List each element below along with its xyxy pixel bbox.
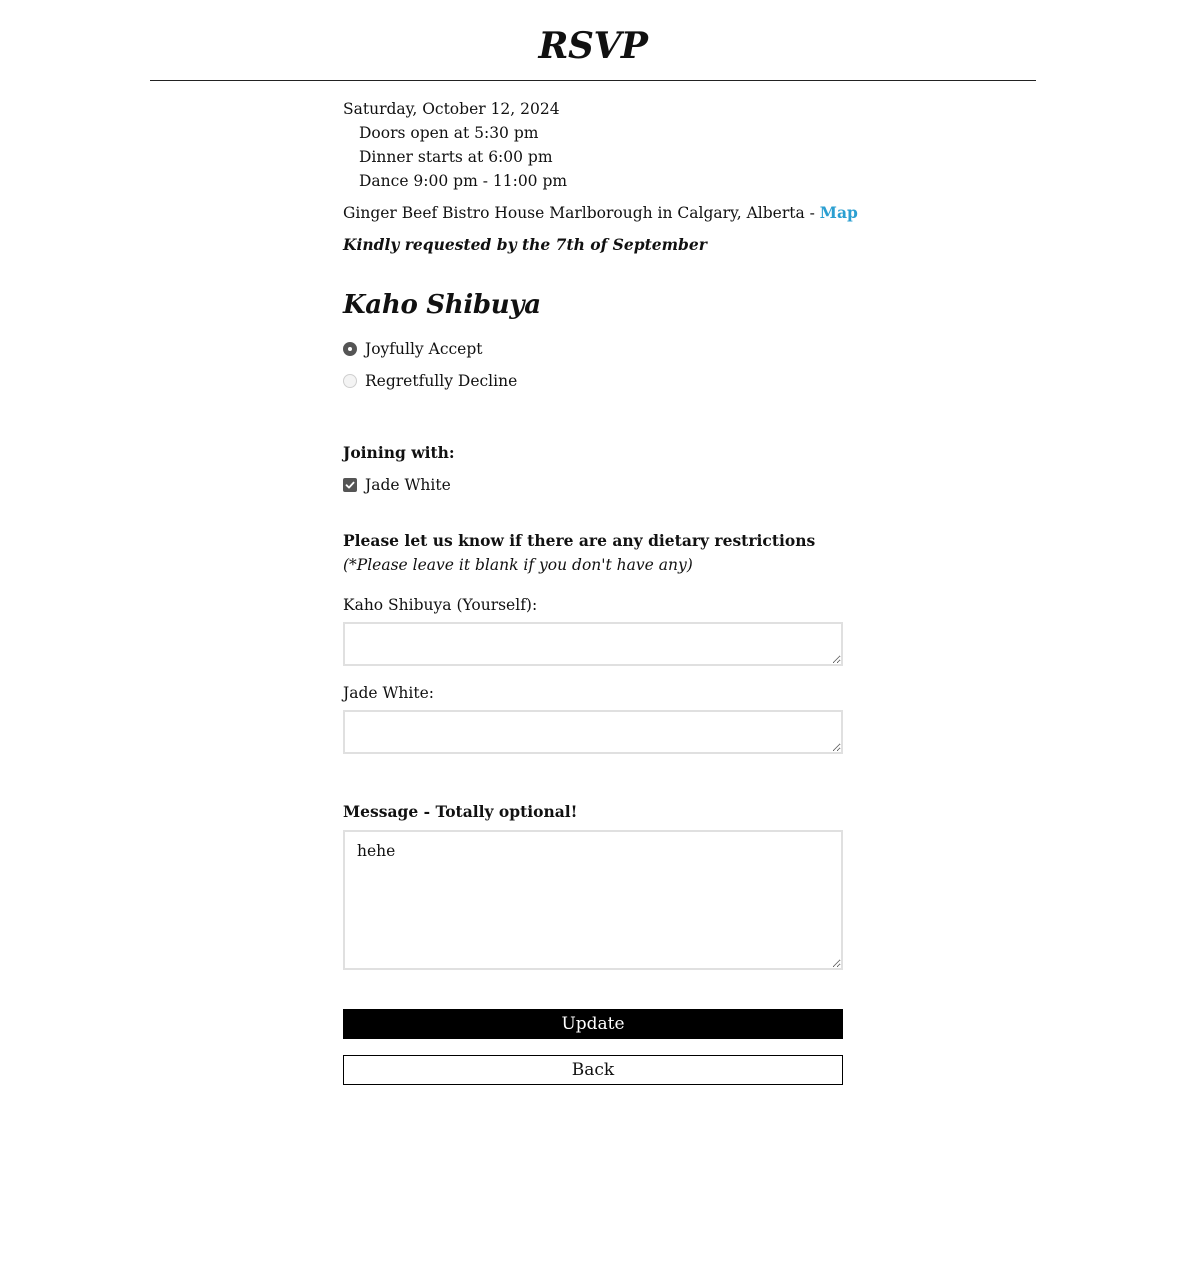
accept-radio[interactable] xyxy=(343,342,357,356)
page-header xyxy=(150,0,1036,81)
update-button[interactable]: Update xyxy=(343,1009,843,1039)
companion-name: Jade White xyxy=(365,476,451,494)
decline-option[interactable] xyxy=(343,365,843,397)
accept-label: Joyfully Accept xyxy=(365,340,483,358)
dietary-input-self[interactable] xyxy=(343,622,843,666)
joining-label: Joining with: xyxy=(343,443,455,462)
event-date: Saturday, October 12, 2024 xyxy=(343,100,560,118)
venue-text: Ginger Beef Bistro House Marlborough in Calgary, Alberta - xyxy=(343,204,820,222)
venue-line xyxy=(343,201,858,225)
dietary-label-jade-white: Jade White: xyxy=(343,684,434,702)
map-link[interactable]: Map xyxy=(819,203,858,222)
back-button[interactable]: Back xyxy=(343,1055,843,1085)
check-icon xyxy=(345,480,355,490)
message-label: Message - Totally optional! xyxy=(343,802,578,821)
rsvp-content xyxy=(343,97,858,1085)
companion-option-jade-white[interactable] xyxy=(343,469,843,501)
decline-label: Regretfully Decline xyxy=(365,372,518,390)
rsvp-deadline: Kindly requested by the 7th of September xyxy=(343,235,707,254)
dietary-title: Please let us know if there are any dietary restrictions xyxy=(343,531,816,550)
dietary-input-jade-white[interactable] xyxy=(343,710,843,754)
schedule-doors: Doors open at 5:30 pm xyxy=(359,124,539,142)
decline-radio[interactable] xyxy=(343,374,357,388)
message-input[interactable] xyxy=(343,830,843,970)
dietary-label-self: Kaho Shibuya (Yourself): xyxy=(343,596,538,614)
page-title: RSVP xyxy=(538,25,648,67)
response-radio-group xyxy=(343,333,843,397)
accept-option[interactable] xyxy=(343,333,843,365)
companion-checkbox[interactable] xyxy=(343,478,357,492)
event-details xyxy=(343,97,858,257)
schedule-dinner: Dinner starts at 6:00 pm xyxy=(359,148,553,166)
guest-name: Kaho Shibuya xyxy=(343,290,541,320)
dietary-note: (*Please leave it blank if you don't have any) xyxy=(343,556,693,574)
schedule-dance: Dance 9:00 pm - 11:00 pm xyxy=(359,172,568,190)
